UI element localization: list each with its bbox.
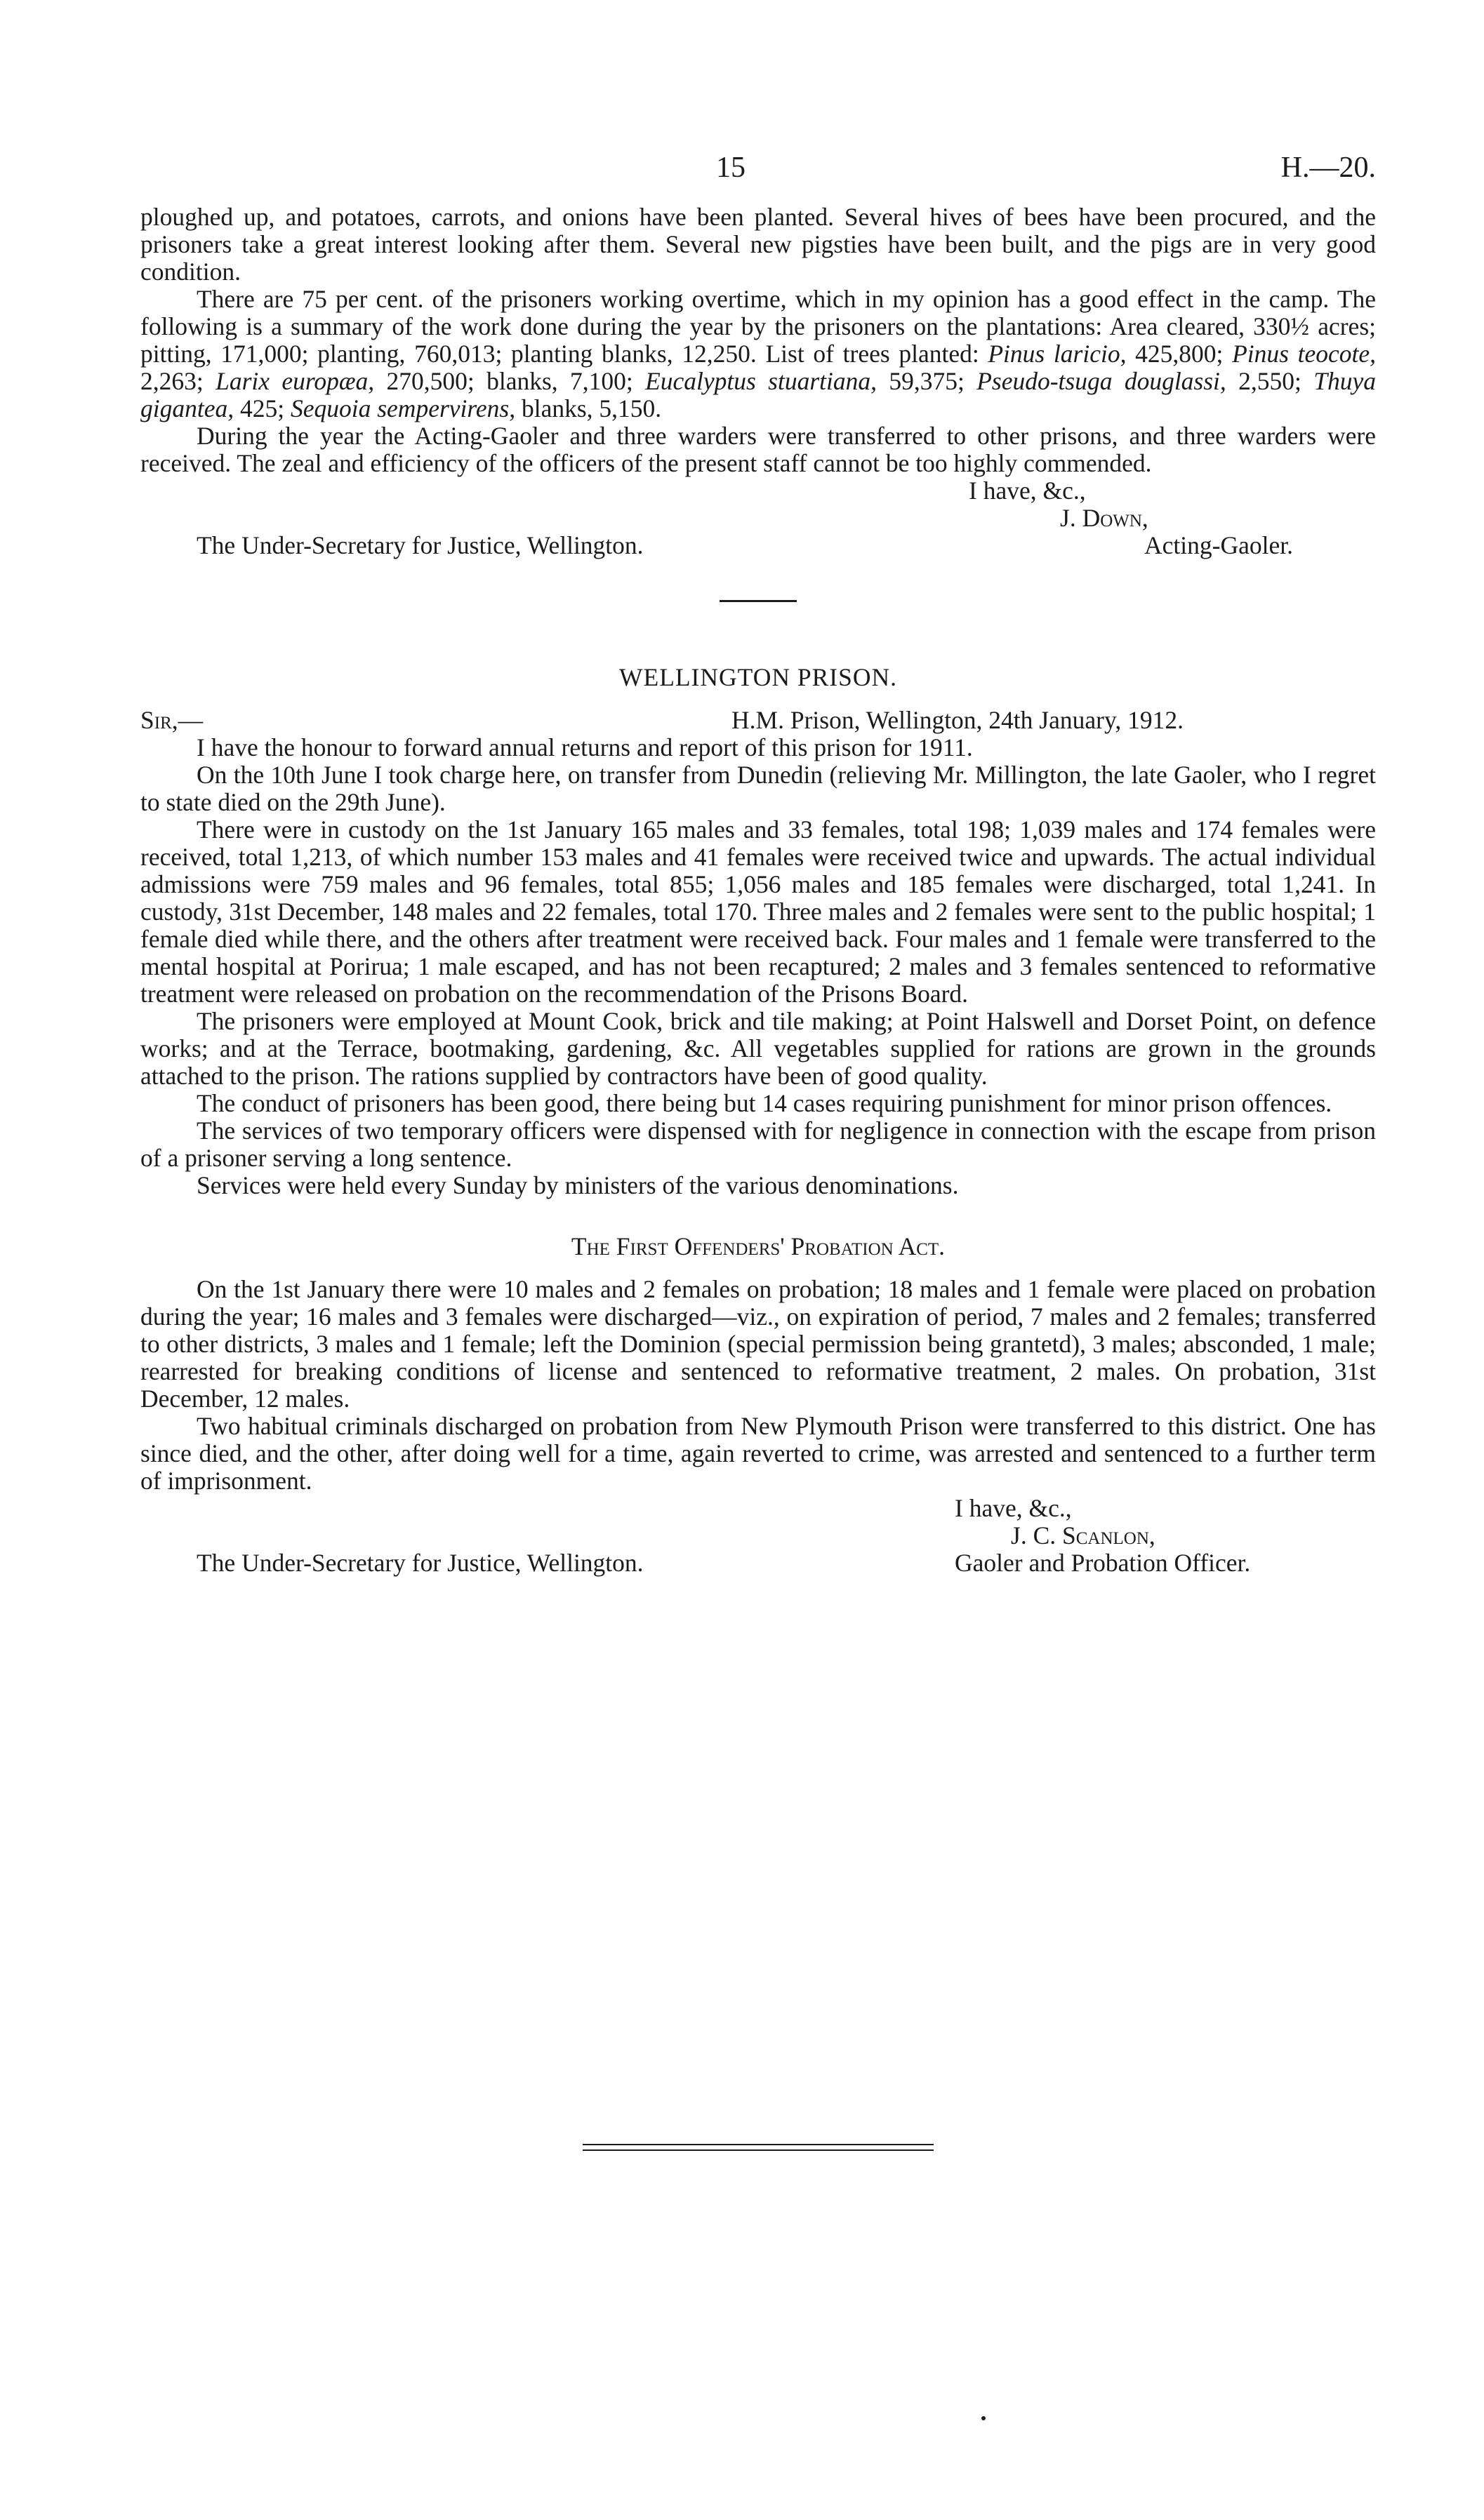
body-paragraph: ploughed up, and potatoes, carrots, and onions have been planted. Several hives of bees have been procured, and the prisoners take a great interest looking after them. Several new pigsties have been built, and the pigs are in very good condition.	[140, 203, 1376, 286]
body-paragraph: Two habitual criminals discharged on probation from New Plymouth Prison were transferred to this district. One has since died, and the other, after doing well for a time, again reverted to crime, was arrested and sentenced to a further term of imprisonment.	[140, 1412, 1376, 1495]
section-heading: WELLINGTON PRISON.	[619, 663, 897, 691]
recipient: The Under-Secretary for Justice, Wellington.	[197, 531, 644, 559]
tree-species-count: 425;	[234, 394, 291, 422]
page-header	[140, 140, 1376, 204]
previous-report-continuation	[140, 204, 1376, 559]
body-paragraph: The services of two temporary officers were dispensed with for negligence in connection with the escape from prison of a prisoner serving a long sentence.	[140, 1116, 1376, 1172]
sender-address-date: H.M. Prison, Wellington, 24th January, 1912.	[731, 706, 1184, 734]
body-paragraph: During the year the Acting-Gaoler and three warders were transferred to other prisons, and three warders were received. The zeal and efficiency of the officers of the present staff cannot be too highly commended.	[140, 422, 1376, 477]
signatory-title: Gaoler and Probation Officer.	[955, 1549, 1251, 1577]
body-paragraph: I have the honour to forward annual returns and report of this prison for 1911.	[197, 733, 973, 761]
signatory-title: Acting-Gaoler.	[1144, 531, 1293, 559]
tree-species-name: Eucalyptus stuartiana,	[645, 367, 877, 395]
tree-species-name: Pseudo-tsuga douglassi,	[976, 367, 1226, 395]
tree-species-count: 2,550;	[1226, 367, 1314, 395]
document-page	[140, 140, 1376, 1577]
body-paragraph: On the 10th June I took charge here, on transfer from Dunedin (relieving Mr. Millington, the late Gaoler, who I regret to state died on the 29th June).	[140, 761, 1376, 816]
signoff-line	[140, 1549, 1376, 1577]
closing-phrase: I have, &c.,	[955, 1494, 1072, 1522]
signatory-name: J. C. Scanlon,	[1011, 1521, 1155, 1549]
signoff-line	[140, 1495, 1376, 1522]
body-paragraph: There were in custody on the 1st January 165 males and 33 females, total 198; 1,039 males and 174 females were received, total 1,213, of which number 153 males and 41 females were received twice and upwards. The actual individual admissions were 759 males and 96 females, total 855; 1,056 males and 185 females were discharged, total 1,241. In custody, 31st December, 148 males and 22 females, total 170. Three males and 2 females were sent to the public hospital; 1 female died while there, and the others after treatment were received back. Four males and 1 female were transferred to the mental hospital at Porirua; 1 male escaped, and has not been recaptured; 2 males and 3 females sentenced to reformative treatment were released on probation on the recommendation of the Prisons Board.	[140, 815, 1376, 1008]
section-divider	[720, 600, 797, 602]
body-paragraph: The conduct of prisoners has been good, there being but 14 cases requiring punishment for minor prison offences.	[197, 1089, 1332, 1117]
page-mark	[981, 2416, 986, 2420]
plantation-summary-text: There are 75 per cent. of the prisoners working overtime, which in my opinion has a good effect in the camp. The following is a summary of the work done during the year by the prisoners on the plantations: Area cleared, 330½ acres; pitting, 171,000; planting, 760,013; planting blanks, 12,250. List of trees planted:	[140, 285, 1376, 368]
salutation: Sir,—	[140, 706, 204, 734]
tree-species-name: Pinus teocote,	[1232, 340, 1376, 368]
body-paragraph: Services were held every Sunday by ministers of the various denominations.	[197, 1171, 959, 1199]
tree-species-count: 59,375;	[877, 367, 977, 395]
body-paragraph: The prisoners were employed at Mount Cook, brick and tile making; at Point Halswell and Dorset Point, on defence works; and at the Terrace, bootmaking, gardening, &c. All vegetables supplied for rations are grown in the grounds attached to the prison. The rations supplied by contractors have been of good quality.	[140, 1007, 1376, 1090]
tree-species-name: Pinus laricio,	[988, 340, 1127, 368]
closing-phrase: I have, &c.,	[969, 476, 1086, 505]
tree-species-count: 2,263;	[140, 367, 216, 395]
end-rule-top	[583, 2144, 934, 2145]
signoff-line	[140, 1522, 1376, 1549]
signoff-line	[140, 532, 1376, 559]
tree-species-count: 270,500; blanks, 7,100;	[374, 367, 646, 395]
tree-species-name: Sequoia sempervirens,	[290, 394, 516, 422]
signoff-line	[140, 505, 1376, 532]
tree-species-count: blanks, 5,150.	[515, 394, 662, 422]
document-reference: H.—20.	[1280, 152, 1376, 184]
body-paragraph	[140, 286, 1376, 422]
signatory-name: J. Down,	[1060, 504, 1148, 532]
recipient: The Under-Secretary for Justice, Wellington.	[197, 1549, 644, 1577]
tree-species-name: Larix europæa,	[216, 367, 375, 395]
page-number: 15	[716, 152, 746, 184]
signoff-line	[140, 477, 1376, 505]
tree-species-count: 425,800;	[1126, 340, 1233, 368]
tree-species-name: Thuya gigantea,	[140, 367, 1376, 422]
letter-header	[140, 707, 1376, 734]
subsection-heading: The First Offenders' Probation Act.	[571, 1232, 946, 1260]
end-rule-bottom	[583, 2149, 934, 2151]
body-paragraph: On the 1st January there were 10 males and 2 females on probation; 18 males and 1 female were placed on probation during the year; 16 males and 3 females were discharged—viz., on expiration of period, 7 males and 2 females; transferred to other districts, 3 males and 1 female; left the Dominion (special permission being grantetd), 3 males; absconded, 1 male; rearrested for breaking conditions of license and sentenced to reformative treatment, 2 males. On probation, 31st December, 12 males.	[140, 1275, 1376, 1413]
wellington-prison-report	[140, 664, 1376, 1577]
